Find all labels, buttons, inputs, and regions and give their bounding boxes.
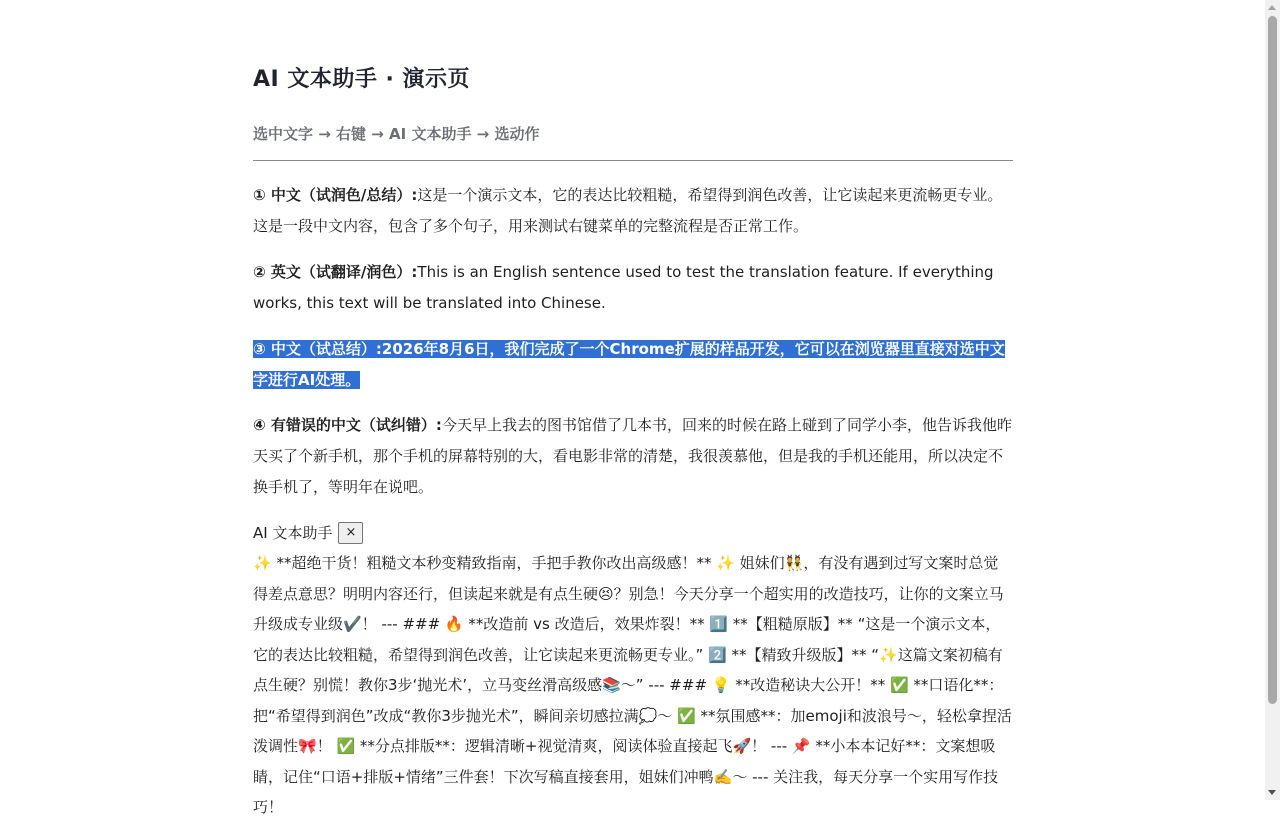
scroll-down-arrow-icon[interactable] bbox=[1268, 790, 1276, 795]
scrollbar-thumb[interactable] bbox=[1268, 16, 1277, 704]
close-button[interactable]: × bbox=[338, 522, 363, 544]
paragraph-chinese-summary-selected[interactable] bbox=[253, 334, 1013, 396]
paragraph-english-translate[interactable] bbox=[253, 257, 1013, 319]
ai-result-text[interactable]: ✨ **超绝干货！粗糙文本秒变精致指南，手把手教你改出高级感！** ✨ 姐妹们👯，有没有遇到过写文案时总觉得差点意思？明明内容还行，但读起来就是有点生硬😣？别急！今天分享一个超实用的改造技巧，让你的文案立马升级成专业级✔️！ --- ### 🔥 **改造前 vs 改造后，效果炸裂！** 1️⃣ **【粗糙原版】** “这是一个演示文本，它的表达比较粗糙，希望得到润色改善，让它读起来更流畅更专业。” 2️⃣ **【精致升级版】** “✨这篇文案初稿有点生硬？别慌！教你3步‘抛光术’，立马变丝滑高级感📚～” --- ### 💡 **改造秘诀大公开！** ✅ **口语化**：把“希望得到润色”改成“教你3步抛光术”，瞬间亲切感拉满💭～ ✅ **氛围感**：加emoji和波浪号～，轻松拿捏活泼调性🎀！ ✅ **分点排版**：逻辑清晰+视觉清爽，阅读体验直接起飞🚀！ --- 📌 **小本本记好**：文案想吸睛，记住“口语+排版+情绪”三件套！下次写稿直接套用，姐妹们冲鸭✍️～ --- 关注我，每天分享一个实用写作技巧！ bbox=[253, 554, 1012, 816]
divider bbox=[253, 160, 1013, 161]
paragraph-text[interactable]: 2026年8月6日，我们完成了一个Chrome扩展的样品开发，它可以在浏览器里直接对选中文字进行AI处理。 bbox=[253, 340, 1005, 389]
page-subtitle: 选中文字 → 右键 → AI 文本助手 → 选动作 bbox=[253, 125, 540, 143]
paragraph-text[interactable]: This is an English sentence used to test the translation feature. If everything works, this text will be translated into Chinese. bbox=[253, 263, 994, 312]
paragraph-text[interactable]: 这是一个演示文本，它的表达比较粗糙，希望得到润色改善，让它读起来更流畅更专业。这是一段中文内容，包含了多个句子，用来测试右键菜单的完整流程是否正常工作。 bbox=[253, 186, 1003, 235]
paragraph-label: ④ 有错误的中文（试纠错）: bbox=[253, 416, 442, 434]
paragraph-label: ① 中文（试润色/总结）: bbox=[253, 186, 418, 204]
paragraph-label: ② 英文（试翻译/润色）: bbox=[253, 263, 418, 281]
paragraph-label: ③ 中文（试总结）: bbox=[253, 340, 382, 358]
paragraph-text[interactable]: 今天早上我去的图书馆借了几本书，回来的时候在路上碰到了同学小李，他告诉我他昨天买了个新手机，那个手机的屏幕特别的大，看电影非常的清楚，我很羡慕他，但是我的手机还能用，所以决定不换手机了，等明年在说吧。 bbox=[253, 416, 1012, 496]
paragraph-chinese-correction[interactable] bbox=[253, 410, 1013, 503]
scroll-up-arrow-icon[interactable] bbox=[1268, 5, 1276, 10]
vertical-scrollbar[interactable] bbox=[1265, 0, 1280, 800]
ai-panel-title: AI 文本助手 bbox=[253, 524, 333, 542]
ai-panel-header bbox=[253, 518, 1013, 548]
paragraph-chinese-polish[interactable] bbox=[253, 180, 1013, 242]
text-selection-highlight[interactable] bbox=[253, 340, 1005, 389]
ai-assistant-panel bbox=[253, 518, 1013, 823]
page-title: AI 文本助手 · 演示页 bbox=[253, 67, 471, 92]
